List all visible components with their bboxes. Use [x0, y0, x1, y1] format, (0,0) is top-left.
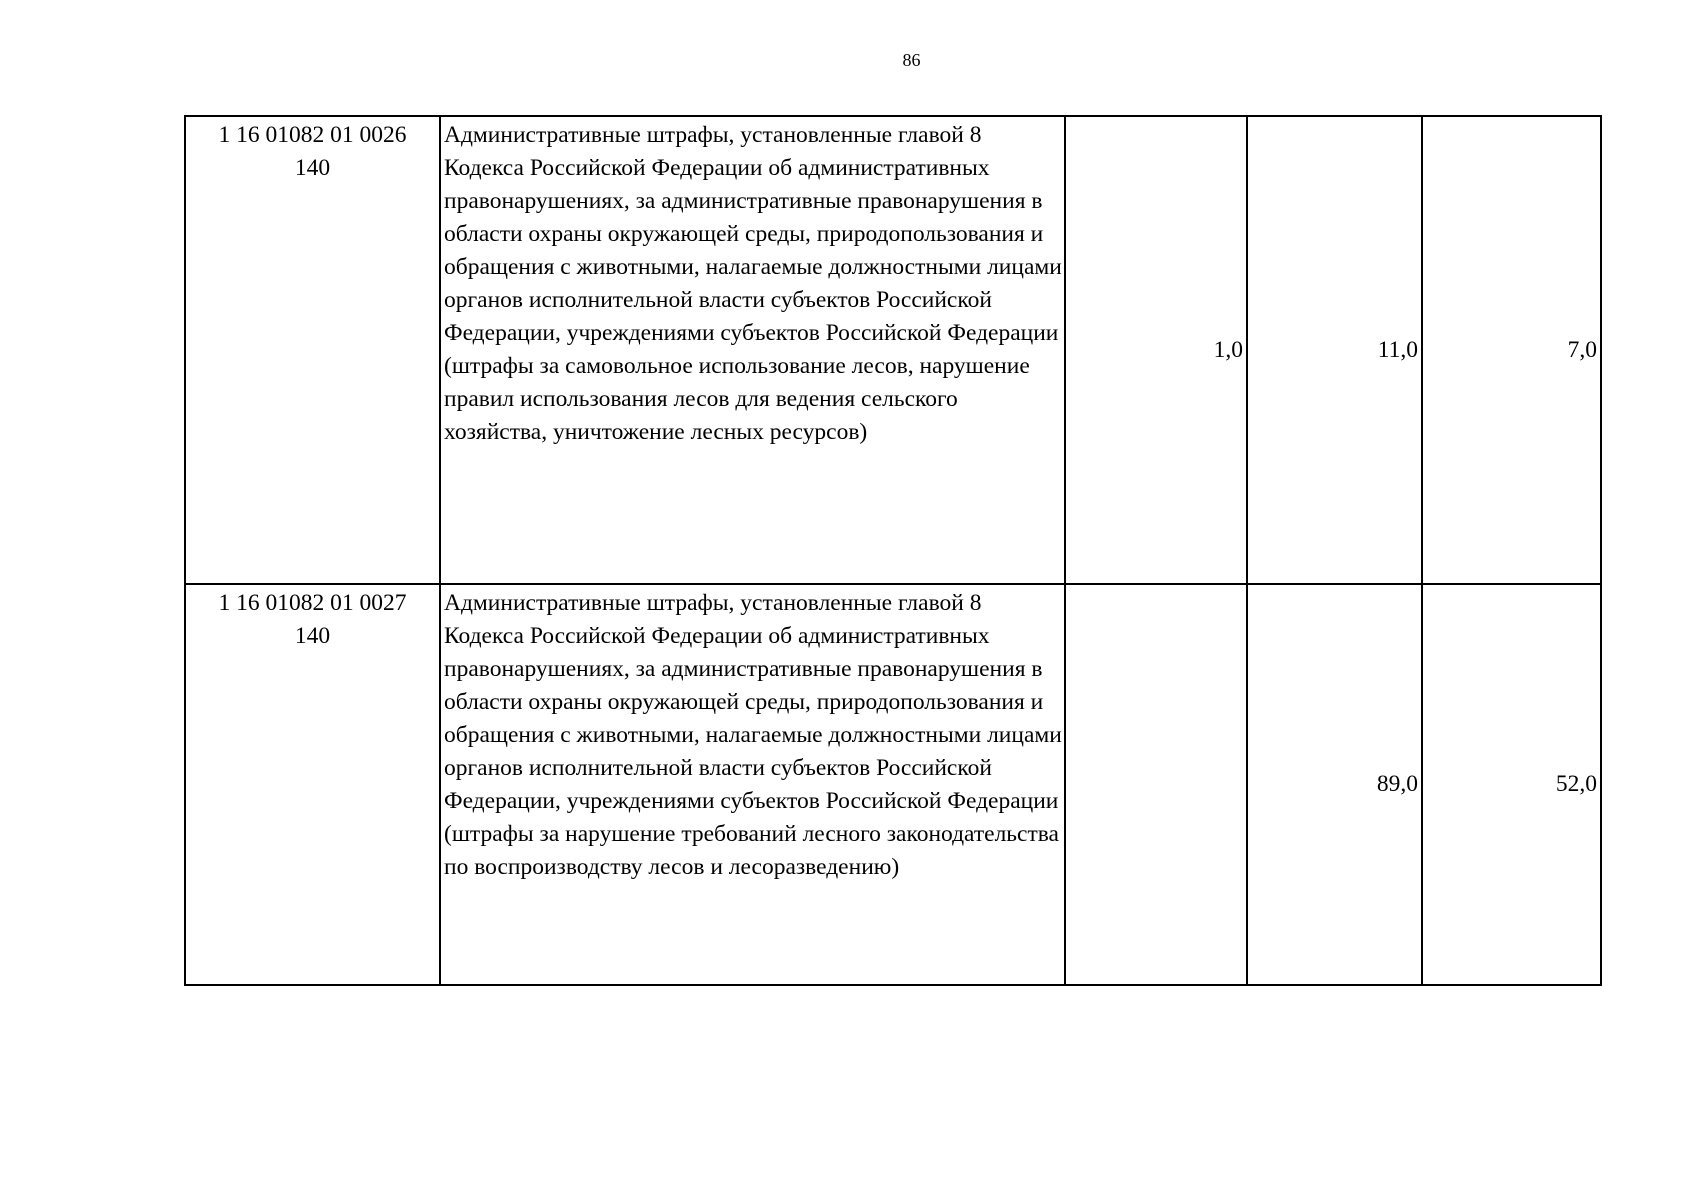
budget-code-cell — [185, 116, 440, 584]
revenue-table — [184, 115, 1602, 986]
table-row — [185, 584, 1601, 985]
budget-code-line2: 140 — [294, 155, 331, 181]
revenue-name-cell: Административные штрафы, установленные главой 8 Кодекса Российской Федерации об административных правонарушениях, за административные правонарушения в области охраны окружающей среды, природопользования и обращения с животными, налагаемые должностными лицами органов исполнительной власти субъектов Российской Федерации, учреждениями субъектов Российской Федерации (штрафы за самовольное использование лесов, нарушение правил использования лесов для ведения сельского хозяйства, уничтожение лесных ресурсов) — [440, 116, 1065, 584]
budget-code-cell — [185, 584, 440, 985]
budget-code-line1: 1 16 01082 01 0026 — [218, 122, 407, 148]
value-cell-3: 7,0 — [1422, 116, 1601, 584]
value-cell-3: 52,0 — [1422, 584, 1601, 985]
budget-code-line1: 1 16 01082 01 0027 — [218, 590, 407, 616]
budget-code-line2: 140 — [294, 623, 331, 649]
page-number: 86 — [902, 50, 921, 70]
value-cell-2: 89,0 — [1247, 584, 1422, 985]
value-cell-1 — [1065, 584, 1247, 985]
value-cell-2: 11,0 — [1247, 116, 1422, 584]
table-row — [185, 116, 1601, 584]
value-cell-1: 1,0 — [1065, 116, 1247, 584]
revenue-name-cell: Административные штрафы, установленные главой 8 Кодекса Российской Федерации об административных правонарушениях, за административные правонарушения в области охраны окружающей среды, природопользования и обращения с животными, налагаемые должностными лицами органов исполнительной власти субъектов Российской Федерации, учреждениями субъектов Российской Федерации (штрафы за нарушение требований лесного законодательства по воспроизводству лесов и лесоразведению) — [440, 584, 1065, 985]
